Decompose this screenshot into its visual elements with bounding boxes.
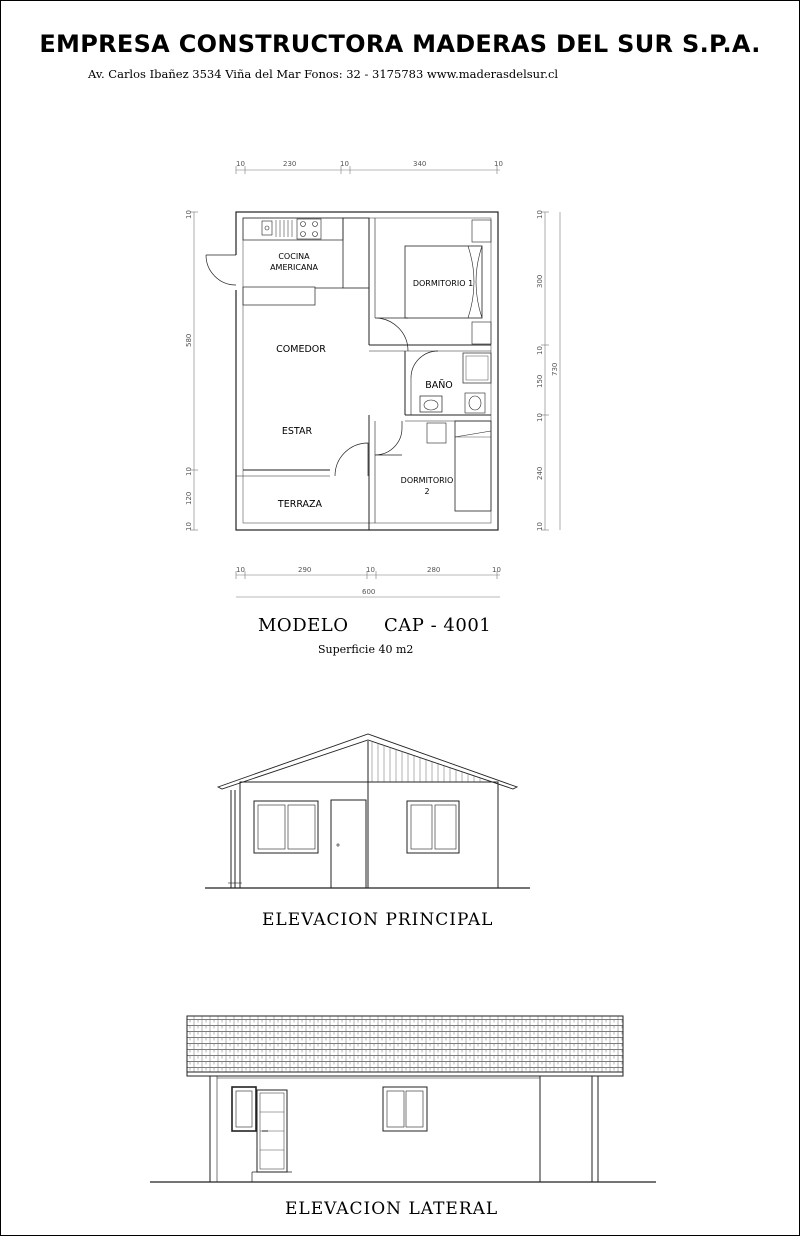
floor-plan xyxy=(206,212,498,530)
company-title: EMPRESA CONSTRUCTORA MADERAS DEL SUR S.P.A. xyxy=(39,30,761,58)
dim-right-4: 150 xyxy=(536,374,544,388)
room-label-comedor: COMEDOR xyxy=(276,344,326,355)
dim-top-3: 10 xyxy=(340,160,349,168)
dim-bottom-4: 280 xyxy=(427,566,441,574)
room-label-dormitorio-2a: DORMITORIO xyxy=(400,476,454,485)
dim-left-4: 120 xyxy=(185,491,193,505)
room-label-cocina-1: COCINA xyxy=(278,252,310,261)
dim-bottom-5: 10 xyxy=(492,566,501,574)
dim-bottom-3: 10 xyxy=(366,566,375,574)
dim-left-5: 10 xyxy=(185,522,193,531)
room-label-terraza: TERRAZA xyxy=(277,499,323,510)
dim-top-4: 340 xyxy=(413,160,427,168)
company-address: Av. Carlos Ibañez 3534 Viña del Mar Fonos: 32 - 3175783 www.maderasdelsur.cl xyxy=(88,67,559,81)
front-elevation xyxy=(205,734,530,888)
surface-text: Superficie 40 m2 xyxy=(318,643,414,656)
dim-right-1: 10 xyxy=(536,210,544,219)
dim-top-5: 10 xyxy=(494,160,503,168)
dim-right-3: 10 xyxy=(536,346,544,355)
dim-left-1: 10 xyxy=(185,210,193,219)
model-label: MODELO xyxy=(258,615,349,636)
elevation-lateral-title: ELEVACION LATERAL xyxy=(285,1199,499,1219)
dim-right-7: 10 xyxy=(536,522,544,531)
room-label-dormitorio-1: DORMITORIO 1 xyxy=(412,279,474,288)
dim-top-2: 230 xyxy=(283,160,297,168)
dim-right-total: 730 xyxy=(551,362,559,376)
dim-left-2: 580 xyxy=(185,333,193,347)
room-label-cocina-2: AMERICANA xyxy=(270,263,318,272)
dim-bottom-2: 290 xyxy=(298,566,312,574)
dim-left-3: 10 xyxy=(185,467,193,476)
room-label-estar: ESTAR xyxy=(281,426,313,437)
dim-bottom-1: 10 xyxy=(236,566,245,574)
side-elevation xyxy=(150,1016,656,1182)
dim-right-6: 240 xyxy=(536,466,544,480)
dim-total: 600 xyxy=(362,588,376,596)
dim-top-1: 10 xyxy=(236,160,245,168)
room-label-dormitorio-2b: 2 xyxy=(424,487,430,496)
model-code: CAP - 4001 xyxy=(384,615,492,636)
room-label-bano: BAÑO xyxy=(425,380,453,391)
dim-right-5: 10 xyxy=(536,413,544,422)
room-labels xyxy=(270,252,473,510)
dim-right-2: 300 xyxy=(536,274,544,288)
elevation-principal-title: ELEVACION PRINCIPAL xyxy=(262,910,494,930)
